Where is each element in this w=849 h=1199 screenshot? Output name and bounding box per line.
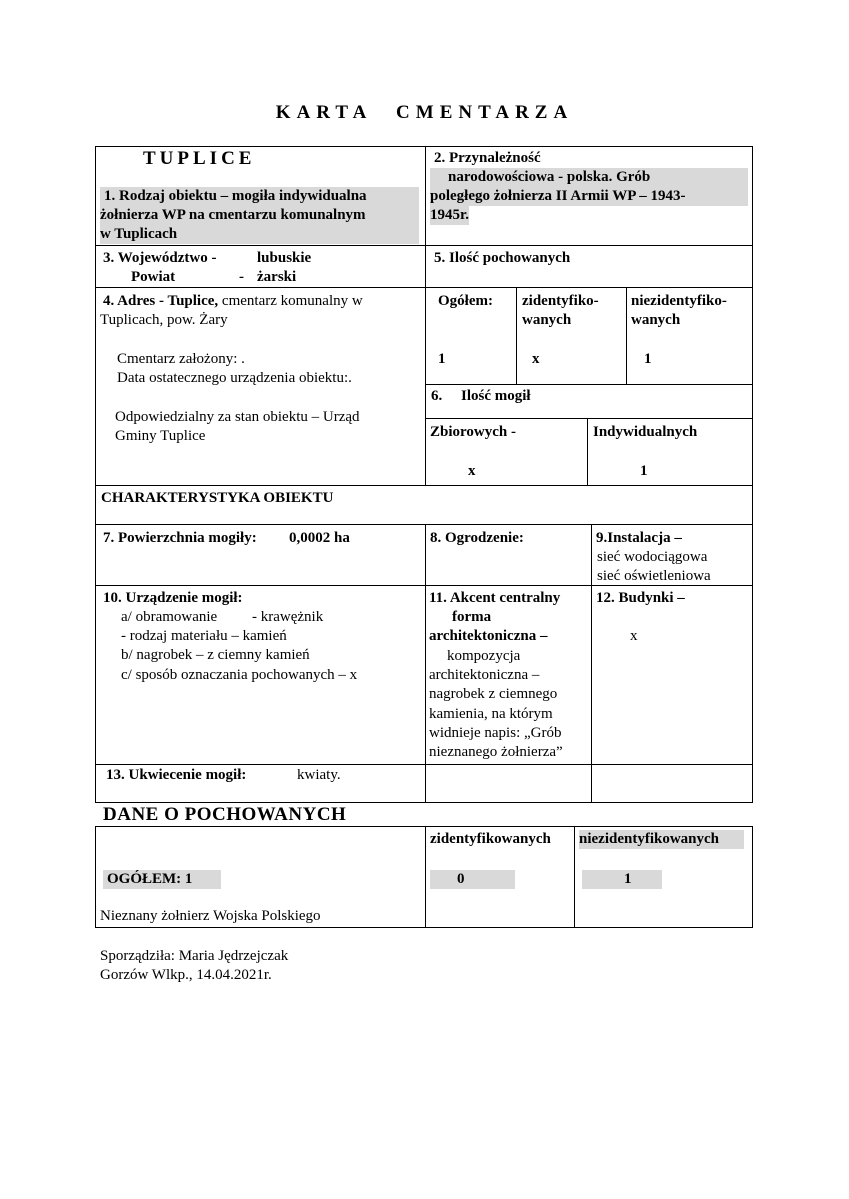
identified-label-1: zidentyfiko- — [522, 293, 599, 309]
buried-note: Nieznany żołnierz Wojska Polskiego — [100, 908, 321, 924]
unidentified-label-1: niezidentyfiko- — [631, 293, 727, 309]
installation-label: 9.Instalacja – — [596, 530, 682, 546]
flowers-value: kwiaty. — [297, 767, 341, 783]
county-dash: - — [239, 269, 244, 285]
central-accent-line-3: nagrobek z ciemnego — [429, 686, 558, 702]
graves-count-number: 6. — [431, 388, 443, 404]
individual-graves-value: 1 — [640, 463, 648, 479]
central-accent-line-1: kompozycja — [447, 648, 521, 664]
unidentified-value: 1 — [644, 351, 652, 367]
address-line-2: Tuplicach, pow. Żary — [100, 312, 228, 328]
nationality-block — [430, 149, 748, 225]
buried-unidentified-count — [582, 870, 662, 889]
flowers-label: 13. Ukwiecenie mogił: — [106, 767, 247, 783]
nationality-label: 2. Przynależność — [434, 150, 541, 166]
fence-label: 8. Ogrodzenie: — [430, 530, 524, 546]
voivodeship-value: lubuskie — [257, 250, 312, 266]
object-type-line-2: żołnierza WP na cmentarzu komunalnym — [100, 206, 419, 225]
marking-method: c/ sposób oznaczania pochowanych – x — [121, 667, 358, 683]
identified-column-header: zidentyfikowanych — [430, 831, 551, 847]
identified-value: x — [532, 351, 540, 367]
place-and-date: Gorzów Wlkp., 14.04.2021r. — [100, 967, 272, 983]
last-arrangement-date: Data ostatecznego urządzenia obiektu:. — [117, 370, 352, 386]
object-type-line-3: w Tuplicach — [100, 225, 419, 244]
tombstone-type: b/ nagrobek – z ciemny kamień — [121, 647, 310, 663]
voivodeship-label: 3. Województwo - — [103, 250, 217, 266]
buildings-label: 12. Budynki – — [596, 590, 685, 606]
cemetery-place-name: TUPLICE — [143, 148, 256, 169]
county-value: żarski — [257, 269, 297, 285]
nationality-line-2: narodowościowa - polska. Grób — [430, 168, 748, 187]
grave-area-label: 7. Powierzchnia mogiły: — [103, 530, 257, 546]
central-accent-label-3: architektoniczna – — [429, 628, 548, 644]
buried-unidentified-value: 1 — [624, 871, 632, 887]
buried-identified-count — [430, 870, 515, 889]
buried-total: OGÓŁEM: 1 — [103, 870, 221, 889]
grave-border-label: a/ obramowanie — [121, 609, 218, 625]
total-value: 1 — [438, 351, 446, 367]
installation-lighting: sieć oświetleniowa — [597, 568, 711, 584]
installation-water: sieć wodociągowa — [597, 549, 708, 565]
nationality-line-3: poległego żołnierza II Armii WP – 1943- — [430, 187, 748, 206]
collective-graves-label: Zbiorowych - — [430, 424, 516, 440]
central-accent-line-6: nieznanego żołnierza” — [429, 744, 563, 760]
responsible-line-1: Odpowiedzialny za stan obiektu – Urząd — [115, 409, 360, 425]
address-label: 4. Adres - Tuplice, — [103, 293, 219, 309]
county-label: Powiat — [131, 269, 176, 285]
grave-equipment-label: 10. Urządzenie mogił: — [103, 590, 243, 606]
collective-graves-value: x — [468, 463, 476, 479]
total-label: Ogółem: — [438, 293, 493, 309]
address-value: cmentarz komunalny w — [218, 293, 363, 309]
buildings-value: x — [630, 628, 638, 644]
central-accent-line-5: widnieje napis: „Grób — [429, 725, 562, 741]
object-type-block — [100, 187, 419, 244]
grave-area-value: 0,0002 ha — [289, 530, 350, 546]
characteristics-heading: CHARAKTERYSTYKA OBIEKTU — [101, 490, 334, 506]
nationality-line-4: 1945r. — [430, 207, 470, 223]
unidentified-column-header: niezidentyfikowanych — [579, 830, 744, 849]
address-line-1 — [103, 292, 363, 311]
responsible-line-2: Gminy Tuplice — [115, 428, 206, 444]
central-accent-line-4: kamienia, na którym — [429, 706, 553, 722]
graves-count-label: Ilość mogił — [461, 388, 531, 404]
unidentified-label-2: wanych — [631, 312, 681, 328]
buried-identified-value: 0 — [457, 871, 465, 887]
buried-count-label: 5. Ilość pochowanych — [434, 250, 571, 266]
central-accent-label-2: forma — [452, 609, 492, 625]
founded-date: Cmentarz założony: . — [117, 351, 245, 367]
central-accent-label-1: 11. Akcent centralny — [429, 590, 561, 606]
buried-data-heading: DANE O POCHOWANYCH — [103, 804, 347, 825]
material-type: - rodzaj materiału – kamień — [121, 628, 287, 644]
central-accent-line-2: architektoniczna – — [429, 667, 540, 683]
grave-border-value: - krawężnik — [252, 609, 324, 625]
prepared-by: Sporządziła: Maria Jędrzejczak — [100, 948, 289, 964]
document-title: KARTA CMENTARZA — [275, 102, 574, 123]
individual-graves-label: Indywidualnych — [593, 424, 698, 440]
identified-label-2: wanych — [522, 312, 572, 328]
object-type-line-1: 1. Rodzaj obiektu – mogiła indywidualna — [100, 187, 419, 206]
